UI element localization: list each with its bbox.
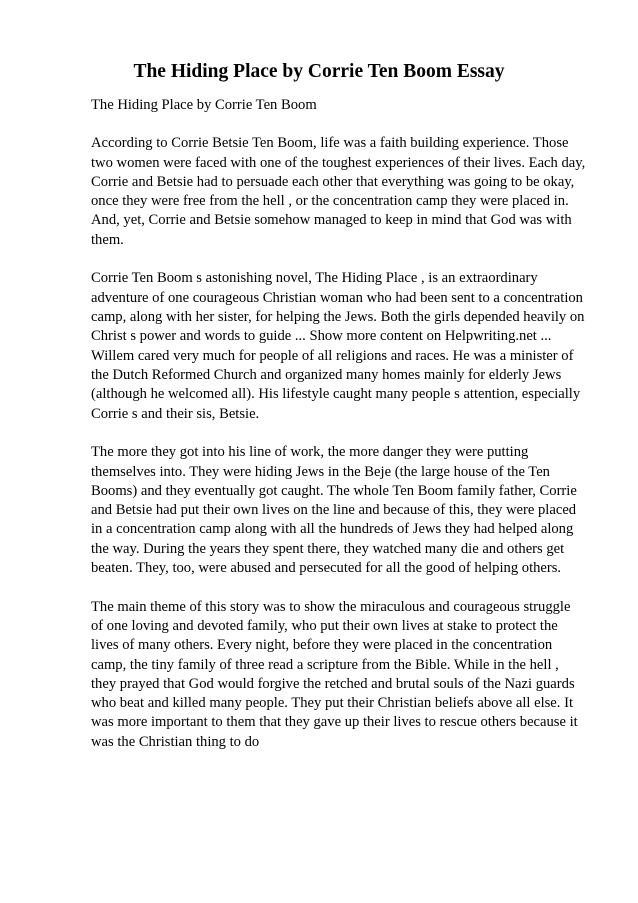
text-line: The more they got into his line of work, the more danger they were putting — [91, 444, 529, 461]
text-line: who beat and killed many people. They put their Christian beliefs above all else. It — [91, 695, 573, 712]
text-line: According to Corrie Betsie Ten Boom, life was a faith building experience. Those — [91, 135, 569, 152]
paragraph-1 — [91, 134, 591, 250]
text-line: was the Christian thing to do — [91, 733, 260, 750]
text-line: of one loving and devoted family, who put their own lives at stake to protect the — [91, 618, 558, 634]
text-line: was more important to them that they gave up their lives to rescue others because it — [91, 714, 578, 731]
document-body — [91, 96, 591, 771]
text-line: and Betsie had put their own lives on the line and because of this, they were placed — [91, 502, 577, 519]
text-line: beaten. They, too, were abused and persecuted for all the good of helping others. — [91, 560, 562, 577]
text-line: two women were faced with one of the toughest experiences of their lives. Each day, — [91, 154, 586, 171]
text-line: Willem cared very much for people of all religions and races. He was a minister of — [91, 347, 574, 364]
text-line: Christ s power and words to guide ... Show more content on Helpwriting.net ... — [91, 328, 552, 345]
text-line: Corrie s and their sis, Betsie. — [91, 405, 260, 422]
document-subtitle: The Hiding Place by Corrie Ten Boom — [91, 97, 317, 113]
document-title: The Hiding Place by Corrie Ten Boom Essay — [133, 61, 505, 82]
text-line: Corrie and Betsie had to persuade each other that everything was going to be okay, — [91, 173, 575, 190]
text-line: Corrie Ten Boom s astonishing novel, The Hiding Place , is an extraordinary — [91, 270, 538, 287]
text-line: they prayed that God would forgive the retched and brutal souls of the Nazi guards — [91, 675, 575, 692]
text-line: lives of many others. Every night, before they were placed in the concentration — [91, 637, 553, 654]
paragraph-2 — [91, 269, 591, 423]
text-line: in a concentration camp along with all the hundreds of Jews they had helped along — [91, 521, 574, 538]
text-line: themselves into. They were hiding Jews in the Beje (the large house of the Ten — [91, 463, 550, 480]
text-line: the Dutch Reformed Church and organized many homes mainly for elderly Jews — [91, 366, 562, 383]
text-line: adventure of one courageous Christian woman who had been sent to a concentration — [91, 289, 583, 306]
text-line: Booms) and they eventually got caught. The whole Ten Boom family father, Corrie — [91, 482, 577, 499]
text-line: them. — [91, 231, 124, 248]
text-line: (although he welcomed all). His lifestyle caught many people s attention, especially — [91, 386, 581, 403]
text-line: The main theme of this story was to show the miraculous and courageous struggle — [91, 598, 571, 615]
text-line: camp, the tiny family of three read a scripture from the Bible. While in the hell , — [91, 656, 559, 673]
text-line: camp, along with her sister, for helping the Jews. Both the girls depended heavily on — [91, 309, 585, 326]
text-line: the way. During the years they spent there, they watched many die and others get — [91, 540, 565, 557]
paragraph-4 — [91, 598, 591, 752]
text-line: once they were free from the hell , or the concentration camp they were placed in. — [91, 193, 569, 210]
paragraph-3 — [91, 443, 591, 578]
text-line: And, yet, Corrie and Betsie somehow managed to keep in mind that God was with — [91, 212, 572, 229]
